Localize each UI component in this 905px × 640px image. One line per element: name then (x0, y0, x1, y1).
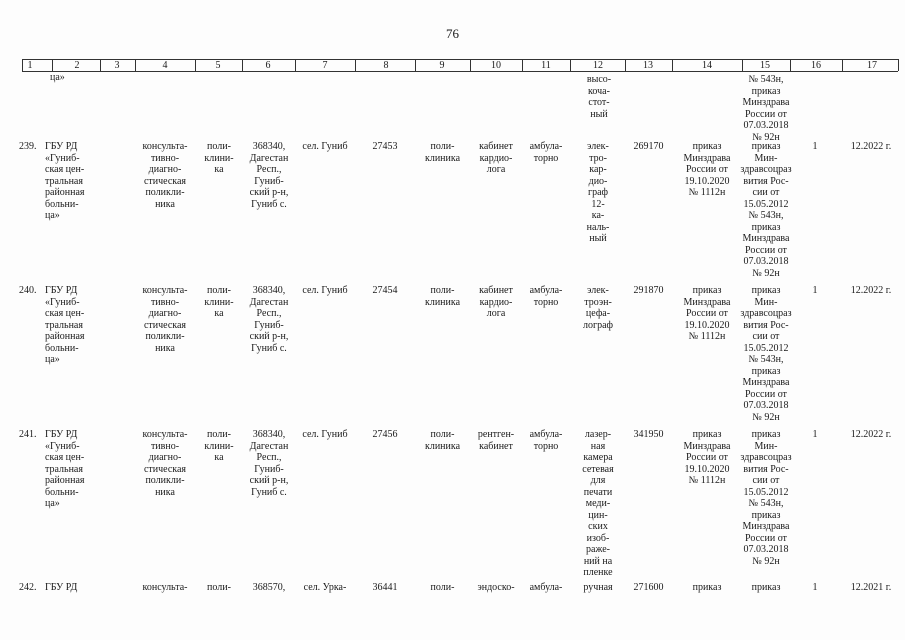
cell-org: ГБУ РД «Гуниб- ская цен- тральная районная больни- ца» (45, 141, 85, 221)
header-column-separator (295, 59, 296, 71)
cell-unit: поли- (430, 582, 455, 593)
cell-equipment: ручная (583, 582, 613, 593)
column-header-2: 2 (74, 60, 80, 71)
cell-date: 12.2021 г. (850, 582, 892, 593)
cell-org: ГБУ РД «Гуниб- ская цен- тральная районная больни- ца» (45, 285, 85, 365)
cell-condition: амбула- торно (529, 429, 563, 452)
cell-order2: приказ Мин- здравсоцраз вития Рос- сии от 15.05.2012 № 543н, приказ Минздрава России от 07.03.2018 № 92н (740, 141, 792, 279)
cell-qty: 1 (812, 582, 818, 593)
cell-code: 27454 (372, 285, 398, 296)
cell-equipment: лазер- ная камера сетевая для печати меди- цин- ских изоб- раже- ний на пленке (582, 429, 614, 578)
cell-subtype: поли- клини- ка (204, 141, 234, 175)
column-header-5: 5 (215, 60, 221, 71)
column-header-7: 7 (322, 60, 328, 71)
cell-order1: приказ Минздрава России от 19.10.2020 № 1112н (683, 285, 731, 342)
cell-room: рентген- кабинет (477, 429, 515, 452)
cell-type: консульта- (142, 582, 188, 593)
cell-qty: 1 (812, 141, 818, 152)
header-column-separator (522, 59, 523, 71)
column-header-4: 4 (162, 60, 168, 71)
cell-date: 12.2022 г. (850, 285, 892, 296)
fragment-org: ца» (50, 72, 65, 83)
header-column-separator (742, 59, 743, 71)
column-header-17: 17 (867, 60, 877, 71)
header-column-separator (570, 59, 571, 71)
cell-qty: 1 (812, 429, 818, 440)
column-header-10: 10 (491, 60, 501, 71)
row-number: 240. (19, 285, 37, 296)
cell-settlement: сел. Гуниб (302, 141, 348, 152)
cell-equipment: элек- тро- кар- дио- граф 12- ка- наль- ный (586, 141, 610, 244)
column-header-15: 15 (760, 60, 770, 71)
cell-room: эндоско- (477, 582, 515, 593)
cell-condition: амбула- торно (529, 285, 563, 308)
header-column-separator (898, 59, 899, 71)
cell-price: 269170 (633, 141, 664, 152)
column-header-3: 3 (114, 60, 120, 71)
column-header-14: 14 (702, 60, 712, 71)
column-header-1: 1 (27, 60, 33, 71)
column-header-13: 13 (643, 60, 653, 71)
cell-settlement: сел. Гуниб (302, 285, 348, 296)
row-number: 239. (19, 141, 37, 152)
cell-settlement: сел. Гуниб (302, 429, 348, 440)
header-column-separator (135, 59, 136, 71)
header-column-separator (195, 59, 196, 71)
row-number: 242. (19, 582, 37, 593)
header-column-separator (242, 59, 243, 71)
cell-order2: приказ Мин- здравсоцраз вития Рос- сии от 15.05.2012 № 543н, приказ Минздрава России от 07.03.2018 № 92н (740, 429, 792, 567)
cell-room: кабинет кардио- лога (479, 285, 513, 319)
header-column-separator (355, 59, 356, 71)
cell-type: консульта- тивно- диагно- стическая поликли- ника (142, 429, 188, 498)
cell-subtype: поли- клини- ка (204, 285, 234, 319)
cell-order1: приказ Минздрава России от 19.10.2020 № 1112н (683, 429, 731, 486)
cell-condition: амбула- (529, 582, 563, 593)
cell-room: кабинет кардио- лога (479, 141, 513, 175)
header-column-separator (470, 59, 471, 71)
cell-subtype: поли- клини- ка (204, 429, 234, 463)
cell-org: ГБУ РД «Гуниб- ская цен- тральная районная больни- ца» (45, 429, 85, 509)
cell-date: 12.2022 г. (850, 429, 892, 440)
column-header-6: 6 (265, 60, 271, 71)
cell-date: 12.2022 г. (850, 141, 892, 152)
cell-type: консульта- тивно- диагно- стическая поликли- ника (142, 141, 188, 210)
cell-order2: приказ (751, 582, 781, 593)
header-column-separator (842, 59, 843, 71)
header-column-separator (790, 59, 791, 71)
cell-order2: приказ Мин- здравсоцраз вития Рос- сии от 15.05.2012 № 543н, приказ Минздрава России от 07.03.2018 № 92н (740, 285, 792, 423)
cell-order1: приказ Минздрава России от 19.10.2020 № 1112н (683, 141, 731, 198)
header-column-separator (672, 59, 673, 71)
cell-price: 291870 (633, 285, 664, 296)
column-header-16: 16 (811, 60, 821, 71)
cell-order1: приказ (692, 582, 722, 593)
cell-code: 36441 (372, 582, 398, 593)
column-header-12: 12 (593, 60, 603, 71)
header-rule-bottom (22, 71, 898, 72)
cell-type: консульта- тивно- диагно- стическая поликли- ника (142, 285, 188, 354)
row-number: 241. (19, 429, 37, 440)
column-header-9: 9 (439, 60, 445, 71)
cell-code: 27453 (372, 141, 398, 152)
cell-condition: амбула- торно (529, 141, 563, 164)
fragment-equipment: высо- коча- стот- ный (586, 74, 612, 120)
column-header-11: 11 (541, 60, 551, 71)
cell-address: 368340, Дагестан Респ., Гуниб- ский р-н, Гуниб с. (249, 285, 289, 354)
cell-address: 368340, Дагестан Респ., Гуниб- ский р-н, Гуниб с. (249, 429, 289, 498)
cell-address: 368570, (252, 582, 286, 593)
header-column-separator (625, 59, 626, 71)
header-column-separator (100, 59, 101, 71)
cell-price: 341950 (633, 429, 664, 440)
cell-address: 368340, Дагестан Респ., Гуниб- ский р-н, Гуниб с. (249, 141, 289, 210)
cell-subtype: поли- (207, 582, 231, 593)
cell-unit: поли- клиника (424, 429, 461, 452)
page-number: 76 (446, 26, 459, 41)
cell-equipment: элек- троэн- цефа- лограф (582, 285, 613, 331)
cell-org: ГБУ РД (45, 582, 78, 593)
header-column-separator (52, 59, 53, 71)
column-header-8: 8 (383, 60, 389, 71)
fragment-order2: № 543н, приказ Минздрава России от 07.03.2018 № 92н (742, 74, 790, 143)
cell-code: 27456 (372, 429, 398, 440)
cell-settlement: сел. Урка- (303, 582, 347, 593)
header-column-separator (415, 59, 416, 71)
cell-unit: поли- клиника (424, 285, 461, 308)
cell-unit: поли- клиника (424, 141, 461, 164)
cell-qty: 1 (812, 285, 818, 296)
cell-price: 271600 (633, 582, 664, 593)
